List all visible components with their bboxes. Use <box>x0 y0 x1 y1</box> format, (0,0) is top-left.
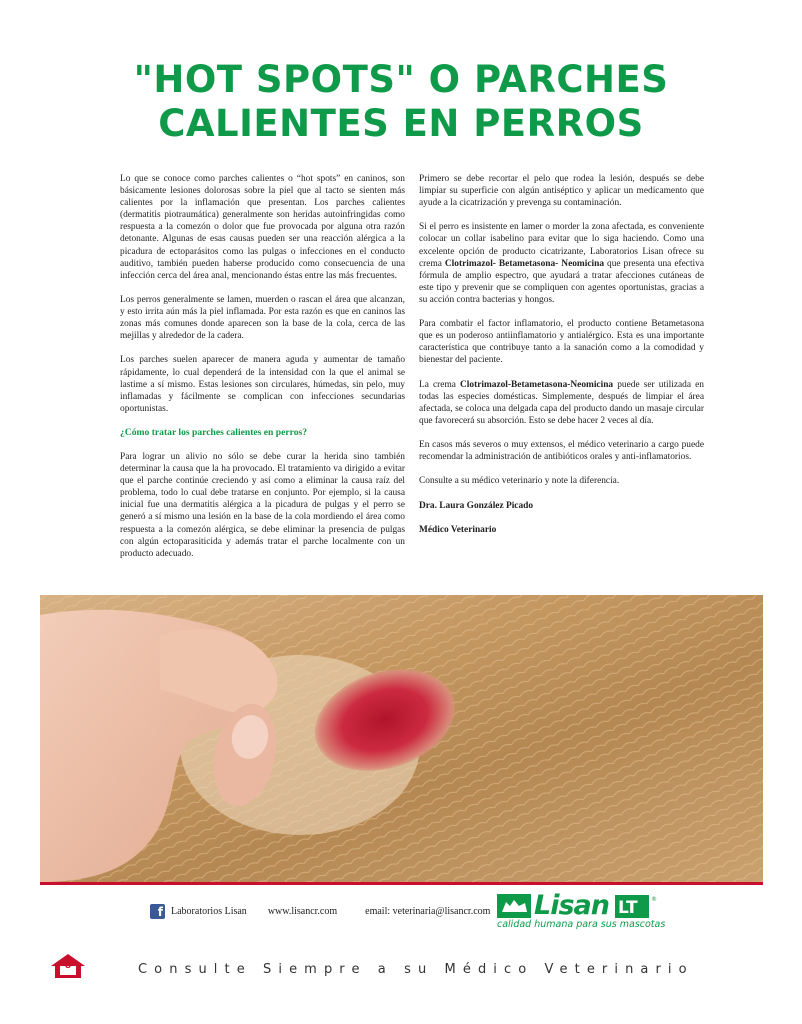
photo-illustration <box>40 595 763 882</box>
email-link[interactable]: email: veterinaria@lisancr.com <box>365 905 491 917</box>
paragraph: Los perros generalmente se lamen, muerden o rascan el área que alcanzan, y esto irrita aún más la piel inflamada. Por esta razón es que en caninos las zonas más comunes donde aparecen son la base de la cola, cerca de las mejillas y alrededor de la cadera. <box>120 294 405 342</box>
page-number: 8 <box>64 961 72 971</box>
paragraph: Primero se debe recortar el pelo que rodea la lesión, después se debe limpiar su superficie con algún antiséptico y aplicar un medicamento que ayude a la cicatrización y prevenga su contaminación. <box>419 174 704 209</box>
logo-text: Lisan <box>534 890 609 921</box>
paragraph-text: La crema <box>419 379 461 390</box>
paragraph <box>419 379 704 427</box>
product-name: Clotrimazol- Betametasona- Neomicina <box>444 258 605 269</box>
article-title <box>0 58 802 146</box>
page-badge-icon <box>49 952 87 980</box>
left-column <box>120 173 405 572</box>
footer-divider <box>40 882 763 885</box>
facebook-label: Laboratorios Lisan <box>171 905 247 917</box>
title-line-2: CALIENTES EN PERROS <box>158 102 644 145</box>
website-link[interactable]: www.lisancr.com <box>267 905 338 917</box>
paragraph <box>419 221 704 306</box>
paragraph: Para lograr un alivio no sólo se debe curar la herida sino también determinar la causa que la ha provocado. El tratamiento va dirigido a evitar que el parche continúe creciendo y así como a eliminar la causa raíz del problema, todo lo cual debe tratarse en conjunto. Por ejemplo, si la causa inicial fue una dermatitis alérgica a la picadura de pulgas y el perro se generó a sí mismo una lesión en la base de la cola mordiendo el área como respuesta a la comezón alérgica, se debe eliminar la presencia de pulgas con algún ectoparasiticida y además tratar el parche localmente con un producto adecuado. <box>120 451 405 559</box>
paragraph: Consulte a su médico veterinario y note la diferencia. <box>419 476 620 487</box>
footer-contact-row <box>150 901 490 921</box>
svg-text:LT: LT <box>618 898 638 918</box>
paragraph: Los parches suelen aparecer de manera aguda y aumentar de tamaño rápidamente, lo cual dependerá de la intensidad con la que el animal se lastime a sí mismo. Estas lesiones son circulares, húmedas, sin pelo, muy inflamadas y fácilmente se complican con infecciones secundarias oportunistas. <box>120 355 405 414</box>
section-subheading: ¿Cómo tratar los parches calientes en perros? <box>120 426 308 438</box>
title-line-1: "HOT SPOTS" O PARCHES <box>133 58 669 101</box>
author-role: Médico Veterinario <box>419 524 497 535</box>
logo-tagline: calidad humana para sus mascotas <box>497 919 666 930</box>
author-name: Dra. Laura González Picado <box>419 500 534 511</box>
footer-slogan: Consulte Siempre a su Médico Veterinario <box>138 962 694 977</box>
paragraph: En casos más severos o muy extensos, el médico veterinario a cargo puede recomendar la administración de antibióticos orales y anti-inflamatorios. <box>419 440 704 463</box>
svg-text:®: ® <box>651 896 657 903</box>
facebook-icon: f <box>150 904 165 919</box>
paragraph: Lo que se conoce como parches calientes o “hot spots” en caninos, son básicamente lesiones dolorosas sobre la piel que al tacto se sienten más calientes por la inflamación que presentan. Los parches calientes (dermatitis piotraumática) generalmente son heridas autoinfringidas como respuesta a la comezón o dolor que fue provocada por alguna otra razón detonante. Algunas de esas causas pueden ser una reacción alérgica a la picadura de ectoparásitos como las pulgas o infecciones en el conducto auditivo, también pueden haberse producido como consecuencia de una infección cerca del área anal, mencionando éstas entre las más frecuentes. <box>120 174 405 281</box>
right-column <box>419 173 704 548</box>
paragraph-text: que presenta una efectiva fórmula de amplio espectro, que ayudará a tratar afecciones cutáneas de este tipo y prevenir que se compliquen con agentes oportunistas, gracias a su acción contra bacterias y hongos. <box>419 258 705 305</box>
paragraph-text: Si el perro es insistente en lamer o morder la zona afectada, es conveniente colocar un collar isabelino para evitar que lo siga haciendo. Como una excelente opción de producto cicatrizante, Laboratorios Lisan ofrece su crema <box>419 222 704 269</box>
hot-spot-photo <box>40 595 763 882</box>
paragraph: Para combatir el factor inflamatorio, el producto contiene Betametasona que es un poderoso antiinflamatorio y antialérgico. Esta es una importante característica que contribuye tanto a la sanación como a la comodidad y bienestar del paciente. <box>419 319 704 366</box>
facebook-link[interactable] <box>150 904 247 919</box>
paragraph-text: puede ser utilizada en todas las especies domésticas. Simplemente, después de limpiar el área afectada, se coloca una delgada capa del producto dando un masaje circular que favorecerá su absorción. Esto se debe hacer 2 veces al día. <box>419 379 704 426</box>
product-name: Clotrimazol-Betametasona-Neomicina <box>460 379 614 390</box>
